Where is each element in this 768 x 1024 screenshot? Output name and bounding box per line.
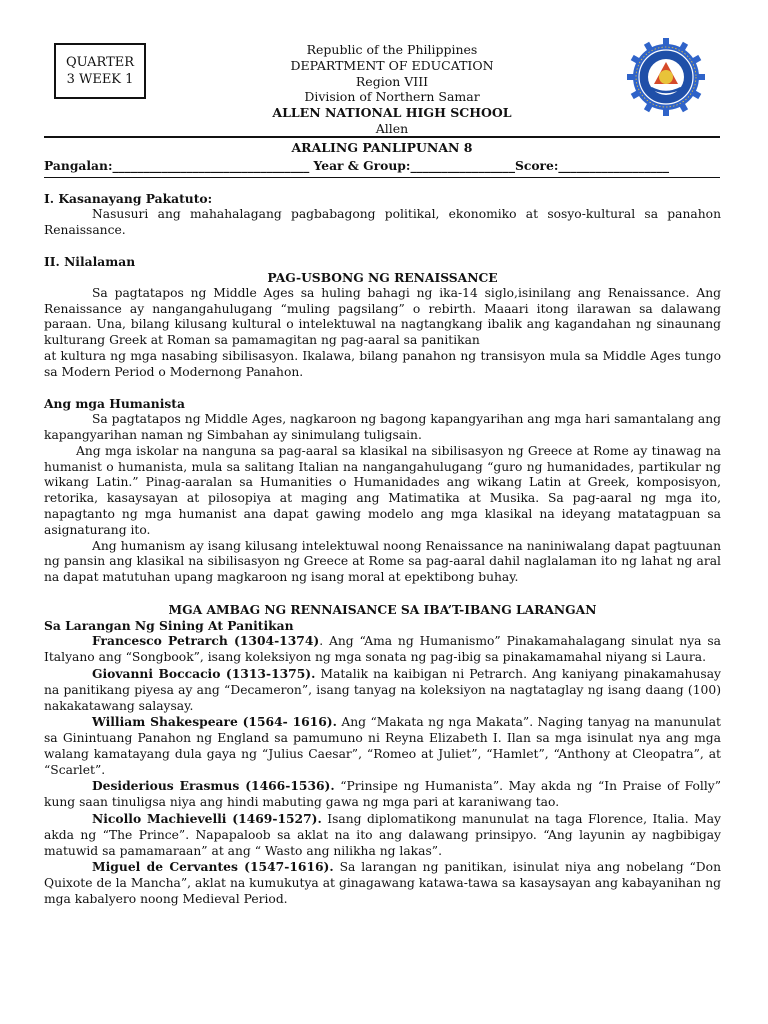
subject-title: ARALING PANLIPUNAN 8 <box>291 140 473 155</box>
humanista-heading: Ang mga Humanista <box>44 396 185 412</box>
seal-center-sun <box>659 70 673 84</box>
entry-text: “Prinsipe ng Humanista”. May akda ng “In Praise of Folly” kung saan tinuligsa niya ang hindi mabuting gawa ng mga pari at karaniwang tao. <box>44 779 721 810</box>
renaissance-paragraph-cont: at kultura ng mga nasabing sibilisasyon. Ikalawa, bilang panahon ng transisyon mula sa Middle Ages tungo sa Modern Period o Modernong Panahon. <box>44 348 721 379</box>
worksheet-content <box>44 191 721 908</box>
entry-erasmus <box>44 778 721 811</box>
division-line: Division of Northern Samar <box>304 89 480 105</box>
entry-petrarch <box>44 633 721 666</box>
town-line: Allen <box>375 120 409 136</box>
student-info-line: Pangalan:________________________________ Year & Group:_________________Score:__________________ <box>44 158 670 173</box>
entry-name: Desiderious Erasmus (1466-1536). <box>92 778 335 794</box>
region-line: Region VIII <box>355 73 429 89</box>
learning-objective: Nasusuri ang mahahalagang pagbabagong politikal, ekonomiko at sosyo-kultural sa panahon Renaissance. <box>44 206 721 237</box>
section2-heading: II. Nilalaman <box>44 254 136 270</box>
school-name: ALLEN NATIONAL HIGH SCHOOL <box>272 105 512 121</box>
section1-heading: I. Kasanayang Pakatuto: <box>44 191 213 206</box>
letterhead <box>180 42 604 137</box>
entry-name: William Shakespeare (1564- 1616). <box>92 714 337 730</box>
entry-text: Sa larangan ng panitikan, isinulat niya ang nobelang “Don Quixote de la Mancha”, aklat na kumukutya at ginagawang katawa-tawa sa kasaysayan ang kabayanihan ng mga kabalyero noong Medieval Period. <box>44 860 721 907</box>
entry-boccacio <box>44 666 721 714</box>
renaissance-paragraph: Sa pagtatapos ng Middle Ages sa huling bahagi ng ika-14 siglo,isinilang ang Renaissance. Ang Renaissance ay nangangahulugang “muling pagsilang” o rebirth. Maaari itong ilarawan sa dalawang paraan. Una, bilang kilusang kultural o intelektuwal na nagtangkang ibalik ang kagandahan ng sinaunang kulturang Greek at Roman sa pamamagitan ng pag-aaral sa panitikan <box>44 285 721 348</box>
entry-name: Nicollo Machievelli (1469-1527). <box>92 811 322 827</box>
quarter-week-box <box>54 43 146 99</box>
humanista-paragraph-3: Ang humanism ay isang kilusang intelektuwal noong Renaissance na naniniwalang dapat pagtuunan ng pansin ang klasikal na sibilisasyon ng Greece at Rome sa pag-aaral dahil naglalaman ito ng lahat ng aral na dapat matutuhan upang magkaroon ng isang moral at epektibong buhay. <box>44 538 721 585</box>
humanista-paragraph-1: Sa pagtatapos ng Middle Ages, nagkaroon ng bagong kapangyarihan ang mga hari samantalang ang kapangyarihan naman ng Simbahan ay sinimulang tuligsain. <box>44 412 721 442</box>
renaissance-title: PAG-USBONG NG RENAISSANCE <box>267 269 498 285</box>
entry-text: Matalik na kaibigan ni Petrarch. Ang kaniyang pinakamahusay na panitikang piyesa ay ang “Decameron”, isang tanyag na koleksiyon na nagtataglay ng isang daang (100) nakakatawang salaysay. <box>44 666 721 713</box>
entry-text: Ang “Makata ng nga Makata”. Naging tanyag na manunulat sa Ginintuang Panahon ng England sa pamumuno ni Reyna Elizabeth I. Ilan sa mga isinulat nya ang mga walang kamatayang dula gaya ng “Julius Caesar”, “Romeo at Juliet”, “Hamlet”, “Anthony at Cleopatra”, at “Scarlet”. <box>44 715 721 777</box>
ambag-title: MGA AMBAG NG RENNAISANCE SA IBA’T-IBANG LARANGAN <box>168 601 597 617</box>
entry-name: Francesco Petrarch (1304-1374) <box>92 633 320 649</box>
deped-seal-logo <box>627 38 705 116</box>
entry-text: Isang diplomatikong manunulat na taga Florence, Italia. May akda ng “The Prince”. Napapaloob sa aklat na ito ang dalawang prinsipyo. “Ang layunin ay nagbibigay matuwid sa pamamaraan” at ang “ Wasto ang nilikha ng lakas”. <box>44 812 722 858</box>
entry-name: Miguel de Cervantes (1547-1616). <box>92 859 334 875</box>
entry-shakespeare <box>44 714 721 778</box>
entry-machievelli <box>44 811 721 859</box>
quarter-label: QUARTER <box>65 55 135 70</box>
week-label: 3 WEEK 1 <box>66 72 134 87</box>
humanista-paragraph-2: Ang mga iskolar na nanguna sa pag-aaral sa klasikal na sibilisasyon ng Greece at Rome ay tinawag na humanist o humanista, mula sa salitang Italian na nangangahulugang “guro ng humanidades, partikular ng wikang Latin.” Pinag-aaralan sa Humanities o Humanidades ang wikang Latin at Greek, komposisyon, retorika, kasaysayan at pilosopiya at maging ang Matimatika at Musika. Sa pag-aaral ng mga ito, napagtanto ng mga humanist ana dapat gawing modelo ang mga klasikal na ideyang matatagpuan sa asignaturang ito. <box>44 443 721 537</box>
header-rule <box>44 136 720 138</box>
entry-cervantes <box>44 859 721 907</box>
entry-text: . Ang “Ama ng Humanismo” Pinakamahalagang sinulat nya sa Italyano ang “Songbook”, isang koleksiyon ng mga sonata ng pag-ibig sa pinakamamahal niyang si Laura. <box>44 634 721 665</box>
republic-line: Republic of the Philippines <box>306 42 478 57</box>
entry-name: Giovanni Boccacio (1313-1375). <box>92 665 316 681</box>
department-line: DEPARTMENT OF EDUCATION <box>290 57 494 73</box>
sining-panitikan-heading: Sa Larangan Ng Sining At Panitikan <box>44 617 294 633</box>
info-rule <box>44 177 720 178</box>
